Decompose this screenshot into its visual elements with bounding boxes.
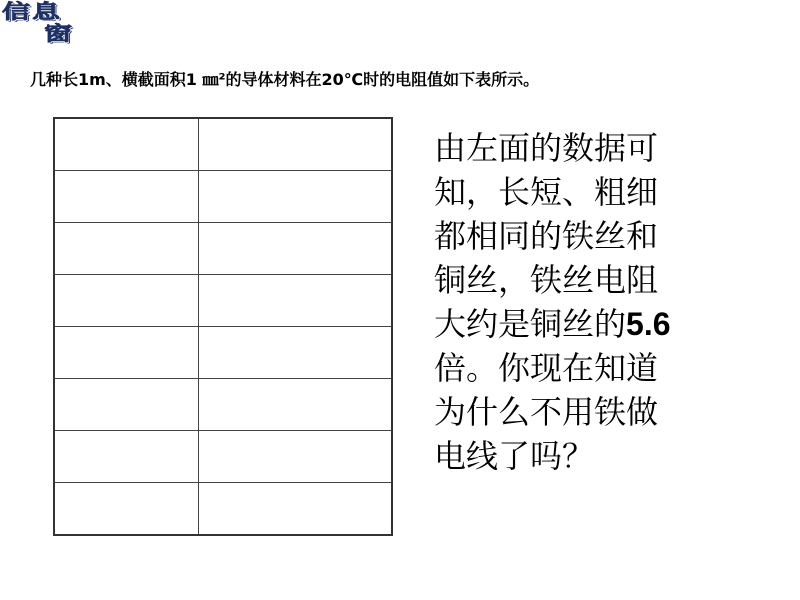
table-row (54, 327, 392, 379)
explanation-line-5 (434, 302, 704, 346)
table-row (54, 379, 392, 431)
resistance-table (53, 117, 393, 536)
table-cell (54, 223, 198, 275)
table-cell (54, 379, 198, 431)
table-row (54, 275, 392, 327)
info-window-logo (0, 0, 160, 56)
table-cell (198, 223, 392, 275)
ratio-number: 5.6 (626, 306, 671, 342)
table-cell (198, 483, 392, 536)
explanation-line-4: 铜丝，铁丝电阻 (434, 261, 659, 299)
explanation-line-8: 电线了吗？ (434, 437, 595, 475)
table-cell (54, 171, 198, 223)
table-cell (198, 327, 392, 379)
explanation-line-6: 倍。你现在知道 (434, 349, 659, 387)
table-cell (54, 431, 198, 483)
table-row (54, 171, 392, 223)
table-cell (54, 275, 198, 327)
explanation-text (434, 126, 704, 478)
table-row (54, 118, 392, 171)
table-cell (54, 327, 198, 379)
table-cell (54, 118, 198, 171)
table-row (54, 223, 392, 275)
table-cell (198, 171, 392, 223)
table-cell (198, 118, 392, 171)
explanation-line-7: 为什么不用铁做 (434, 393, 659, 431)
explanation-line-5-prefix: 大约是铜丝的 (434, 305, 627, 343)
explanation-line-2: 知，长短、粗细 (434, 173, 659, 211)
explanation-line-3: 都相同的铁丝和 (434, 217, 659, 255)
logo-text-line-2: 窗 (44, 21, 75, 45)
explanation-line-1: 由左面的数据可 (434, 129, 659, 167)
intro-text: 几种长1m、横截面积1 ㎜²的导体材料在20℃时的电阻值如下表所示。 (30, 70, 540, 89)
logo-text-line-1: 信息 (2, 0, 63, 24)
table-cell (198, 379, 392, 431)
table-cell (198, 275, 392, 327)
table-cell (54, 483, 198, 536)
table-cell (198, 431, 392, 483)
table-row (54, 431, 392, 483)
table-row (54, 483, 392, 536)
